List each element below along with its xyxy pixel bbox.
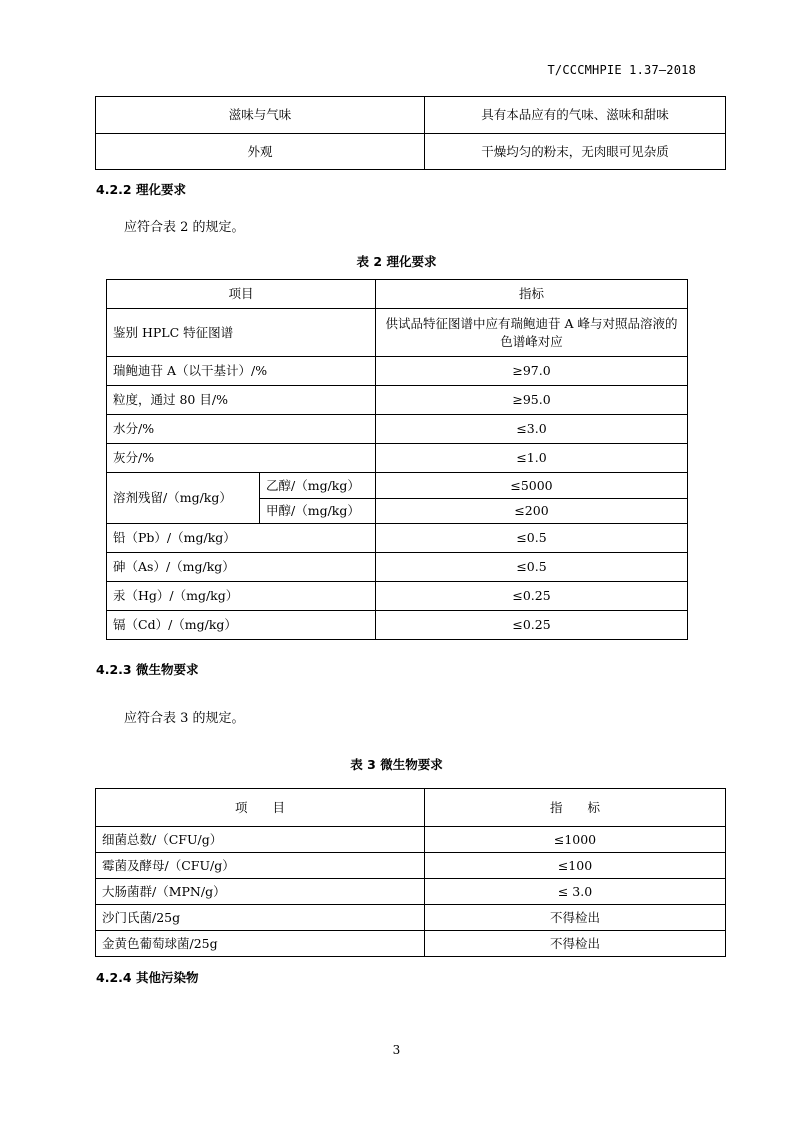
column-header-item: 项目 [107,280,376,309]
page-number: 3 [392,1043,401,1057]
table-row [107,473,688,499]
table-cell: ≤100 [425,853,726,879]
table-cell: 具有本品应有的气味、滋味和甜味 [425,97,726,134]
table-cell: ≤5000 [376,473,688,499]
table-cell: 金黄色葡萄球菌/25g [96,931,425,957]
table-cell: 瑞鲍迪苷 A（以干基计）/% [107,357,376,386]
table-row [107,309,688,357]
section-heading-4-2-4: 4.2.4 其他污染物 [96,970,199,985]
table-cell: ≤0.25 [376,611,688,640]
table-cell: ≥95.0 [376,386,688,415]
table-row [96,905,726,931]
table-cell: ≤ 3.0 [425,879,726,905]
table-cell: 外观 [96,134,425,170]
table-cell: 水分/% [107,415,376,444]
table-cell: 不得检出 [425,931,726,957]
table-cell: 霉菌及酵母/（CFU/g） [96,853,425,879]
column-header-index: 指标 [376,280,688,309]
table-cell: 溶剂残留/（mg/kg） [107,473,260,524]
section-heading-4-2-3: 4.2.3 微生物要求 [96,662,199,677]
table-row [96,827,726,853]
table-cell: 干燥均匀的粉末，无肉眼可见杂质 [425,134,726,170]
table-1-continued [95,96,726,170]
table-row [107,357,688,386]
table-cell: 汞（Hg）/（mg/kg） [107,582,376,611]
table-row [107,415,688,444]
table-cell: 镉（Cd）/（mg/kg） [107,611,376,640]
table-row [107,444,688,473]
column-header-item: 项 目 [96,789,425,827]
table-cell: 灰分/% [107,444,376,473]
table-3-microbiological [95,788,726,957]
table-cell: 鉴别 HPLC 特征图谱 [107,309,376,357]
section-text: 应符合表 2 的规定。 [124,220,245,235]
table-row [96,134,726,170]
table-header-row [96,789,726,827]
table-row [96,931,726,957]
table-cell: 砷（As）/（mg/kg） [107,553,376,582]
table-cell: 大肠菌群/（MPN/g） [96,879,425,905]
table-row [96,97,726,134]
section-text: 应符合表 3 的规定。 [124,711,245,726]
table-cell: 沙门氏菌/25g [96,905,425,931]
table-row [96,853,726,879]
table-cell: ≤0.5 [376,553,688,582]
table-cell: 供试品特征图谱中应有瑞鲍迪苷 A 峰与对照品溶液的色谱峰对应 [376,309,688,357]
table-cell: 铅（Pb）/（mg/kg） [107,524,376,553]
table-3-caption: 表 3 微生物要求 [350,757,443,772]
table-cell: ≤1.0 [376,444,688,473]
table-cell: 细菌总数/（CFU/g） [96,827,425,853]
table-header-row [107,280,688,309]
table-row [107,524,688,553]
table-cell: 甲醇/（mg/kg） [260,499,376,524]
table-row [107,553,688,582]
table-2-caption: 表 2 理化要求 [356,254,437,269]
table-cell: 不得检出 [425,905,726,931]
table-cell: ≤200 [376,499,688,524]
table-row [107,386,688,415]
table-cell: ≤3.0 [376,415,688,444]
table-cell: 滋味与气味 [96,97,425,134]
table-2-physicochemical [106,279,688,640]
section-heading-4-2-2: 4.2.2 理化要求 [96,182,186,197]
table-row [107,611,688,640]
table-cell: ≤0.5 [376,524,688,553]
table-cell: ≥97.0 [376,357,688,386]
table-cell: ≤1000 [425,827,726,853]
table-cell: ≤0.25 [376,582,688,611]
table-row [107,582,688,611]
column-header-index: 指 标 [425,789,726,827]
table-row [96,879,726,905]
table-cell: 乙醇/（mg/kg） [260,473,376,499]
document-code: T/CCCMHPIE 1.37—2018 [547,63,696,77]
table-cell: 粒度，通过 80 目/% [107,386,376,415]
